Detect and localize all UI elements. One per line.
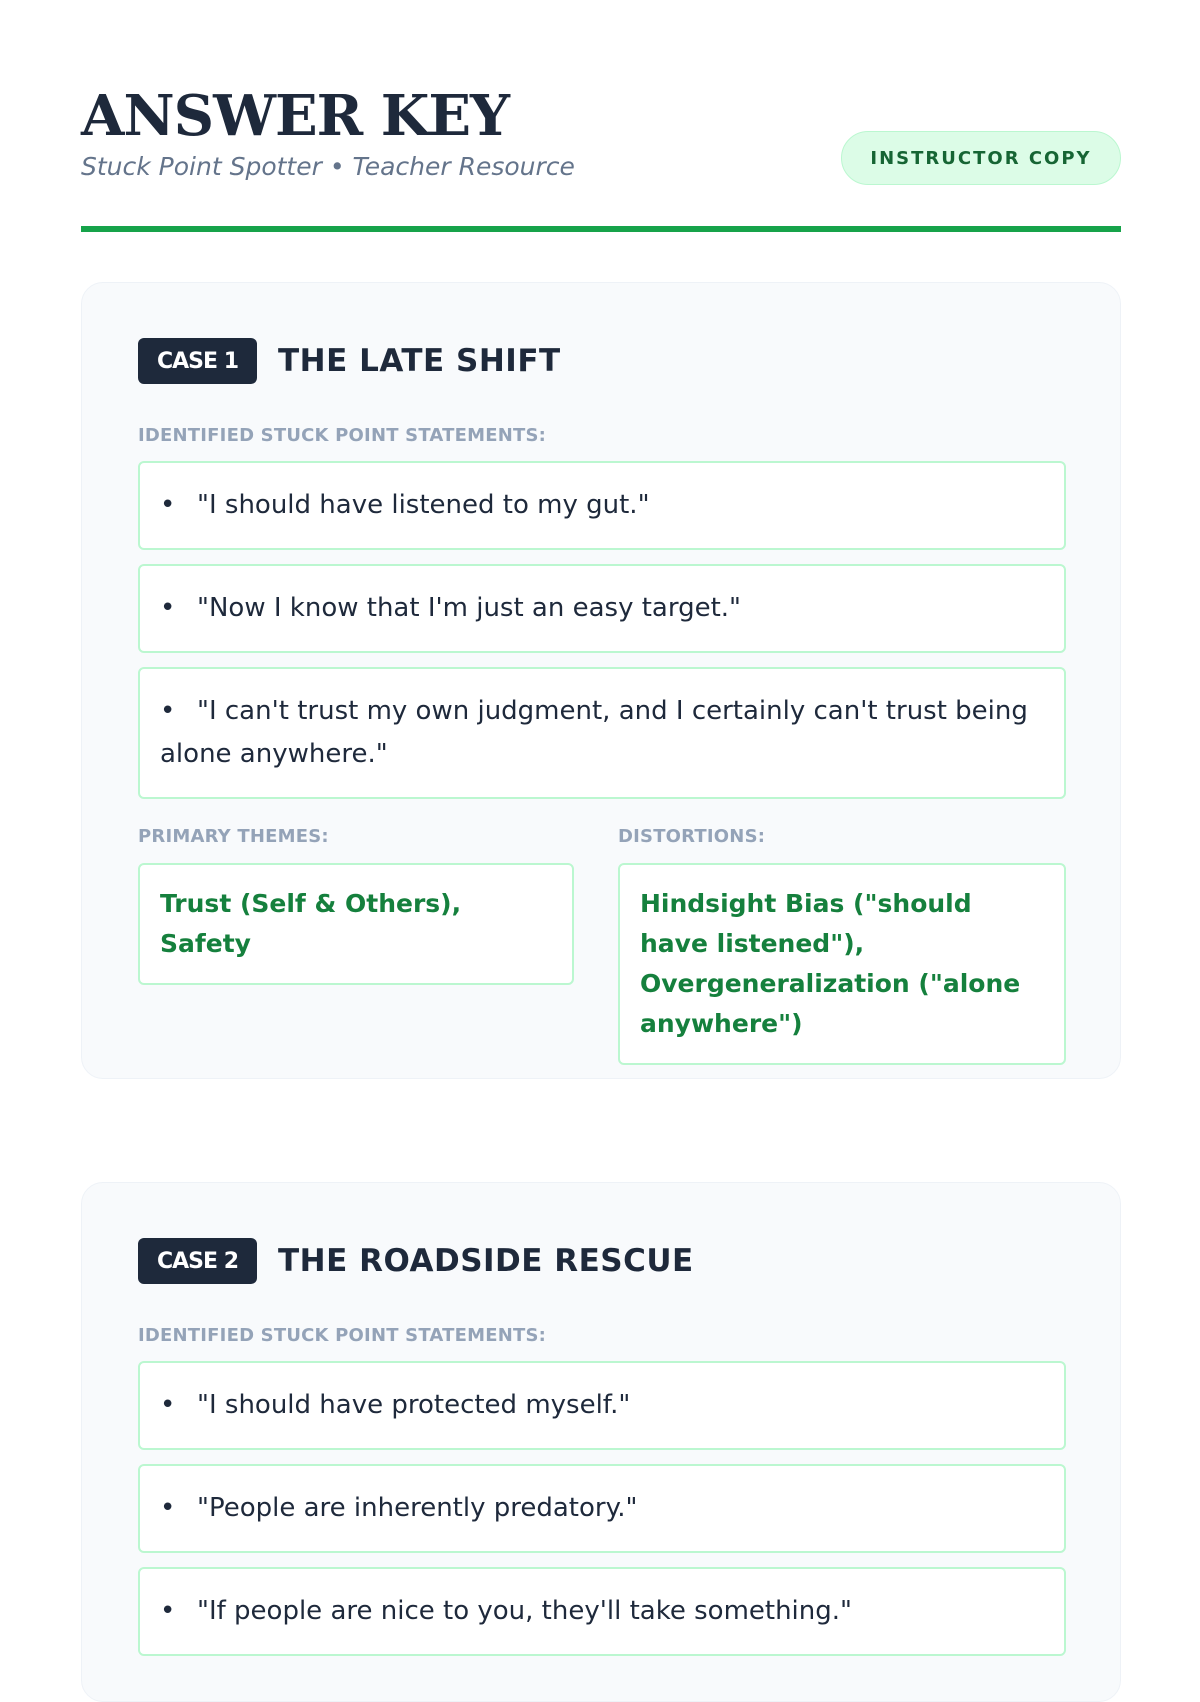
stuck-point-statement bbox=[138, 1567, 1066, 1656]
statement-text: "Now I know that I'm just an easy target." bbox=[197, 593, 742, 623]
primary-themes-answer: Trust (Self & Others), Safety bbox=[138, 863, 574, 985]
stuck-point-statement bbox=[138, 461, 1066, 550]
bullet-icon: • bbox=[160, 593, 176, 623]
statement-text: "I should have listened to my gut." bbox=[197, 490, 650, 520]
bullet-icon: • bbox=[160, 490, 176, 520]
case-title: THE ROADSIDE RESCUE bbox=[278, 1243, 694, 1279]
stuck-point-statement bbox=[138, 1464, 1066, 1553]
case-number-badge: CASE 1 bbox=[138, 338, 257, 384]
header-divider bbox=[81, 226, 1121, 232]
stuck-point-statement bbox=[138, 667, 1066, 799]
statement-text: "I can't trust my own judgment, and I certainly can't trust being alone anywhere." bbox=[160, 696, 1028, 769]
page-subtitle: Stuck Point Spotter • Teacher Resource bbox=[81, 152, 575, 181]
bullet-icon: • bbox=[160, 1596, 176, 1626]
bullet-icon: • bbox=[160, 696, 176, 726]
case-card-2 bbox=[81, 1182, 1121, 1702]
statement-text: "I should have protected myself." bbox=[197, 1390, 631, 1420]
statement-text: "People are inherently predatory." bbox=[197, 1493, 638, 1523]
answer-key-page bbox=[81, 0, 1121, 1626]
instructor-copy-badge: INSTRUCTOR COPY bbox=[841, 131, 1121, 185]
case-title: THE LATE SHIFT bbox=[278, 343, 561, 379]
stuck-point-statement bbox=[138, 1361, 1066, 1450]
statement-text: "If people are nice to you, they'll take something." bbox=[197, 1596, 852, 1626]
stuck-point-statements bbox=[138, 461, 1066, 813]
case-card-1 bbox=[81, 282, 1121, 1079]
bullet-icon: • bbox=[160, 1493, 176, 1523]
statements-label: IDENTIFIED STUCK POINT STATEMENTS: bbox=[138, 1325, 547, 1346]
bullet-icon: • bbox=[160, 1390, 176, 1420]
stuck-point-statements bbox=[138, 1361, 1066, 1670]
statements-label: IDENTIFIED STUCK POINT STATEMENTS: bbox=[138, 425, 547, 446]
distortions-label: DISTORTIONS: bbox=[618, 826, 766, 847]
case-heading bbox=[138, 1238, 694, 1284]
stuck-point-statement bbox=[138, 564, 1066, 653]
case-heading bbox=[138, 338, 561, 384]
page-title: ANSWER KEY bbox=[81, 83, 510, 149]
case-number-badge: CASE 2 bbox=[138, 1238, 257, 1284]
page-header bbox=[81, 0, 1121, 232]
distortions-answer: Hindsight Bias ("should have listened"), Overgeneralization ("alone anywhere") bbox=[618, 863, 1066, 1065]
themes-label: PRIMARY THEMES: bbox=[138, 826, 329, 847]
